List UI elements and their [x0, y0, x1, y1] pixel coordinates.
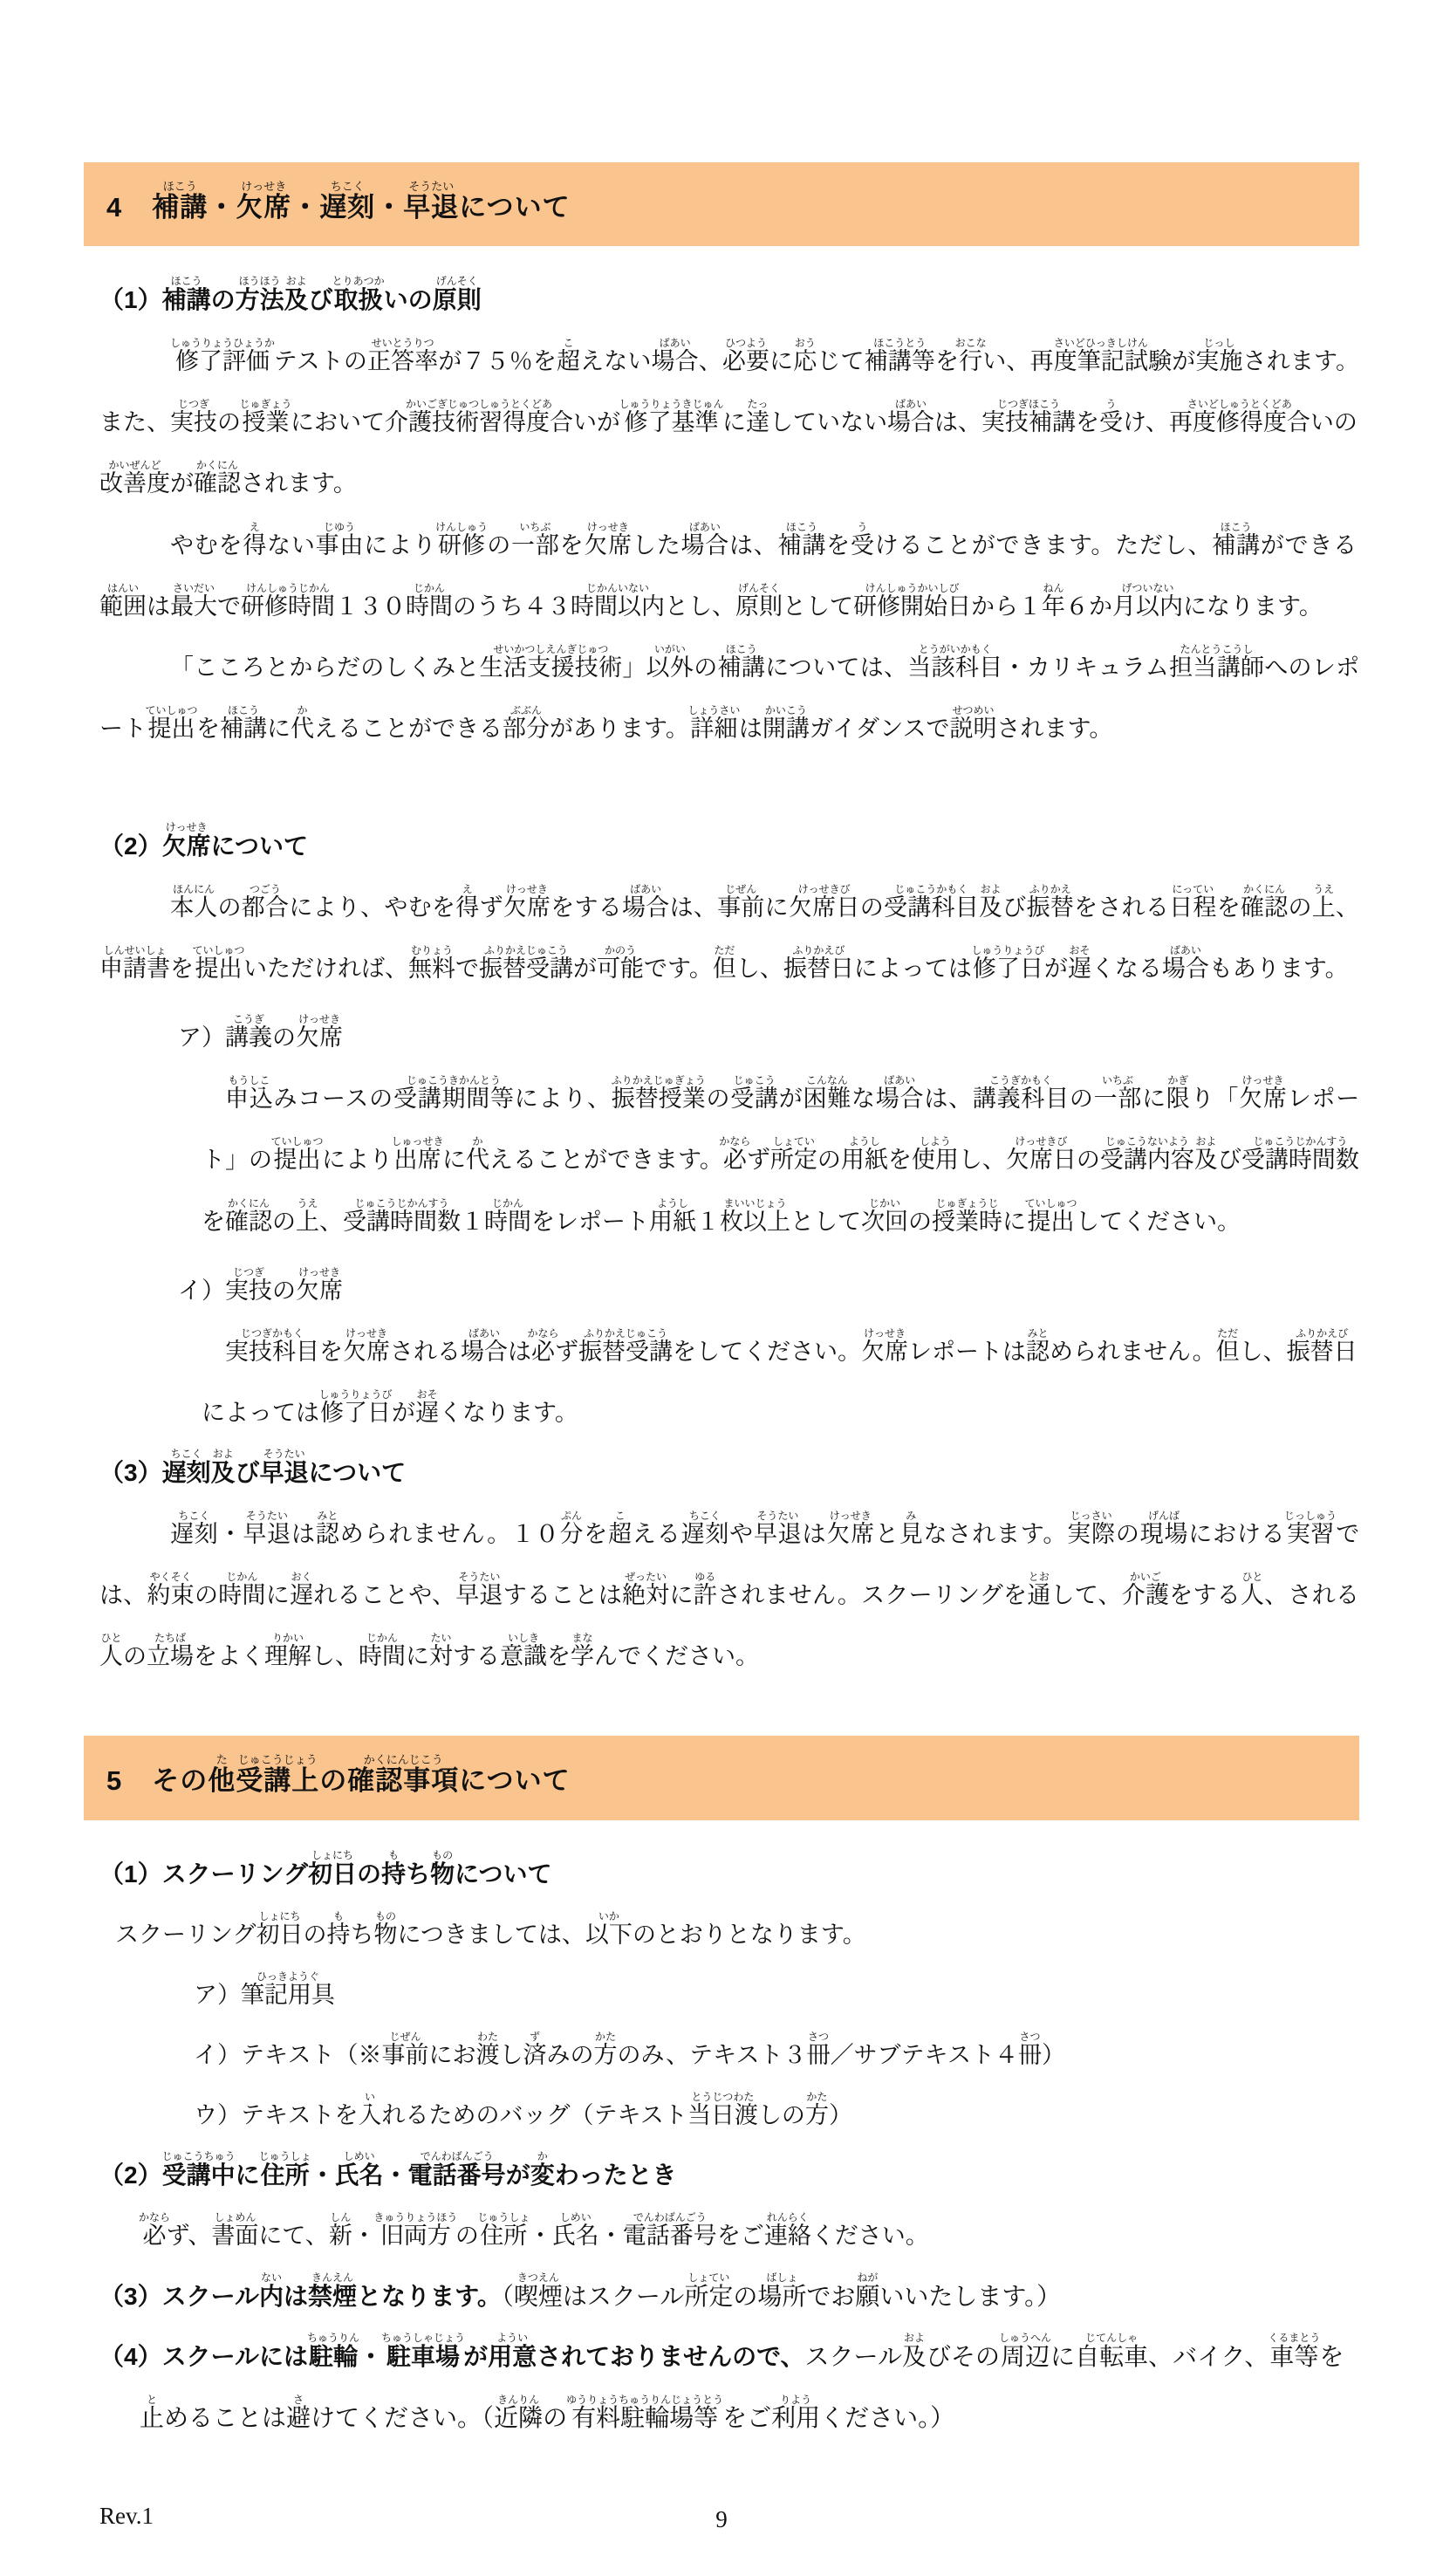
- s4-paragraph-5: 遅刻ちこく・早退そうたいは認みとめられません。１０分ぷんを超こえる遅刻ちこくや早退そうたいは欠席けっせきと見みなされます。実際じっさいの現場げんばにおける実習じっしゅうでは、約束やくそくの時間じかんに遅おくれることや、早退そうたいすることは絶対ぜったいに許ゆるされません。スクーリングを通とおして、介護かいごをする人ひと、される人ひとの立場たちばをよく理解りかいし、時間じかんに対たいする意識いしきを学まなんでください。: [99, 1509, 1360, 1669]
- s5-heading-3-lead: （3）スクール内ないは禁煙きんえんとなります。: [99, 2271, 502, 2310]
- section5-title-text: その他た受講上じゅこうじょうの確認事項かくにんじこうについて: [152, 1753, 571, 1797]
- section5-header-title: [106, 1753, 1342, 1807]
- s4-heading-2: （2）欠席けっせきについて: [99, 821, 309, 860]
- s5-heading-3-tail: （喫煙きつえんはスクール所定しょていの場所ばしょでお願ねがいいたします。）: [501, 2271, 1062, 2311]
- s5-item-b: イ）テキスト（※事前じぜんにお渡わたし済ずみの方かたのみ、テキスト３冊さつ／サブテキスト４冊さつ）: [194, 2031, 1066, 2069]
- page-number: 9: [715, 2506, 728, 2533]
- s4-item-a-paragraph: 申込もうしこみコースの受講期間等じゅこうきかんとうにより、振替授業ふりかえじゅぎょうの受講じゅこうが困難こんなんな場合ばあいは、講義科目こうぎかもくの一部いちぶに限かぎり「欠席けっせきレポート」の提出ていしゅつにより出席しゅっせきに代かえることができます。必かならず所定しょていの用紙ようしを使用しようし、欠席日けっせきびの受講内容じゅこうないよう及および受講時間数じゅこうじかんすうを確認かくにんの上うえ、受講時間数じゅこうじかんすう１時間じかんをレポート用紙ようし１枚以上まいいじょうとして次回じかいの授業時じゅぎょうじに提出ていしゅつしてください。: [202, 1074, 1360, 1235]
- s4-item-a-label: ア）講義こうぎの欠席けっせき: [178, 1013, 343, 1052]
- section4-title-text: 補講ほこう・欠席けっせき・遅刻ちこく・早退そうたいについて: [152, 180, 571, 223]
- section5-header-bar: [84, 1736, 1359, 1819]
- s5-paragraph-1: スクーリング初日しょにちの持もち物ものにつきましては、以下いかのとおりとなります。: [115, 1910, 866, 1949]
- section4-header-title: [106, 180, 1342, 234]
- page-footer: [84, 2503, 1359, 2541]
- revision-label: Rev.1: [99, 2503, 154, 2530]
- s5-heading-4: [99, 2327, 1359, 2449]
- s4-heading-3: （3）遅刻ちこく及および早退そうたいについて: [99, 1447, 407, 1486]
- s5-heading-4-lead: （4）スクールには駐輪ちゅうりん・駐車場ちゅうしゃじょうが用意よういされておりませんので、: [99, 2332, 805, 2371]
- section4-header-bar: [84, 162, 1359, 246]
- s5-heading-4-tail: スクール及およびその周辺しゅうへんに自転車じてんしゃ、バイク、車等くるまとうを止とめることは避さけてください。（近隣きんりんの有料駐輪場等ゆうりょうちゅうりんじょうとうをご利用りようください。）: [140, 2332, 1344, 2432]
- s5-item-c: ウ）テキストを入いれるためのバッグ（テキスト当日渡とうじつわたしの方かた）: [194, 2091, 852, 2128]
- s5-paragraph-2: 必かならず、書面しょめんにて、新しん・旧両方きゅうりょうほうの住所じゅうしょ・氏名しめい・電話番号でんわばんごうをご連絡れんらくください。: [139, 2211, 929, 2250]
- s4-paragraph-1: 修了評価しゅうりょうひょうかテストの正答率せいとうりつが７５％を超こえない場合ばあい、必要ひつように応おうじて補講等ほこうとうを行おこない、再度筆記試験さいどひっきしけんが実施じっしされます。また、実技じつぎの授業じゅぎょうにおいて介護技術習得度合かいごぎじゅつしゅうとくどあいが修了基準しゅうりょうきじゅんに達たっしていない場合ばあいは、実技補講じつぎほこうを受うけ、再度修得度合さいどしゅうとくどあいの改善度かいぜんどが確認かくにんされます。: [99, 337, 1360, 497]
- s4-item-b-paragraph: 実技科目じつぎかもくを欠席けっせきされる場合ばあいは必かならず振替受講ふりかえじゅこうをしてください。欠席けっせきレポートは認みとめられません。但ただし、振替日ふりかえびによっては修了日しゅうりょうびが遅おそくなります。: [202, 1326, 1358, 1426]
- s5-heading-1: （1）スクーリング初日しょにちの持もち物ものについて: [99, 1848, 552, 1887]
- section4-number: 4: [106, 192, 123, 223]
- s4-heading-1: （1）補講ほこうの方法ほうほう及および取扱とりあつかいの原則げんそく: [99, 275, 482, 314]
- section5-number: 5: [106, 1765, 123, 1797]
- s5-heading-2: （2）受講中じゅこうちゅうに住所じゅうしょ・氏名しめい・電話番号でんわばんごうが変かわったとき: [99, 2149, 677, 2189]
- s4-item-b-label: イ）実技じつぎの欠席けっせき: [178, 1265, 343, 1304]
- s5-item-a: ア）筆記用具ひっきようぐ: [194, 1970, 335, 2009]
- s5-heading-3: [99, 2267, 1359, 2328]
- s4-paragraph-2: やむを得えない事由じゆうにより研修けんしゅうの一部いちぶを欠席けっせきした場合ばあいは、補講ほこうを受うけることができます。ただし、補講ほこうができる範囲はんいは最大さいだいで研修時間けんしゅうじかん１３０時間じかんのうち４３時間以内じかんいないとし、原則げんそくとして研修開始日けんしゅうかいしびから１年ねん６か月以内げついないになります。: [99, 520, 1358, 620]
- s4-paragraph-4: 本人ほんにんの都合つごうにより、やむを得えず欠席けっせきをする場合ばあいは、事前じぜんに欠席日けっせきびの受講科目じゅこうかもく及および振替ふりかえをされる日程にっていを確認かくにんの上うえ、申請書しんせいしょを提出ていしゅついただければ、無料むりょうで振替受講ふりかえじゅこうが可能かのうです。但ただし、振替日ふりかえびによっては修了日しゅうりょうびが遅おそくなる場合ばあいもあります。: [99, 882, 1360, 983]
- s4-paragraph-3: 「こころとからだのしくみと生活支援技術せいかつしえんぎじゅつ」以外いがいの補講ほこうについては、当該科目とうがいかもく・カリキュラム担当講師たんとうこうしへのレポート提出ていしゅつを補講ほこうに代かえることができる部分ぶぶんがあります。詳細しょうさいは開講かいこうガイダンスで説明せつめいされます。: [99, 642, 1360, 743]
